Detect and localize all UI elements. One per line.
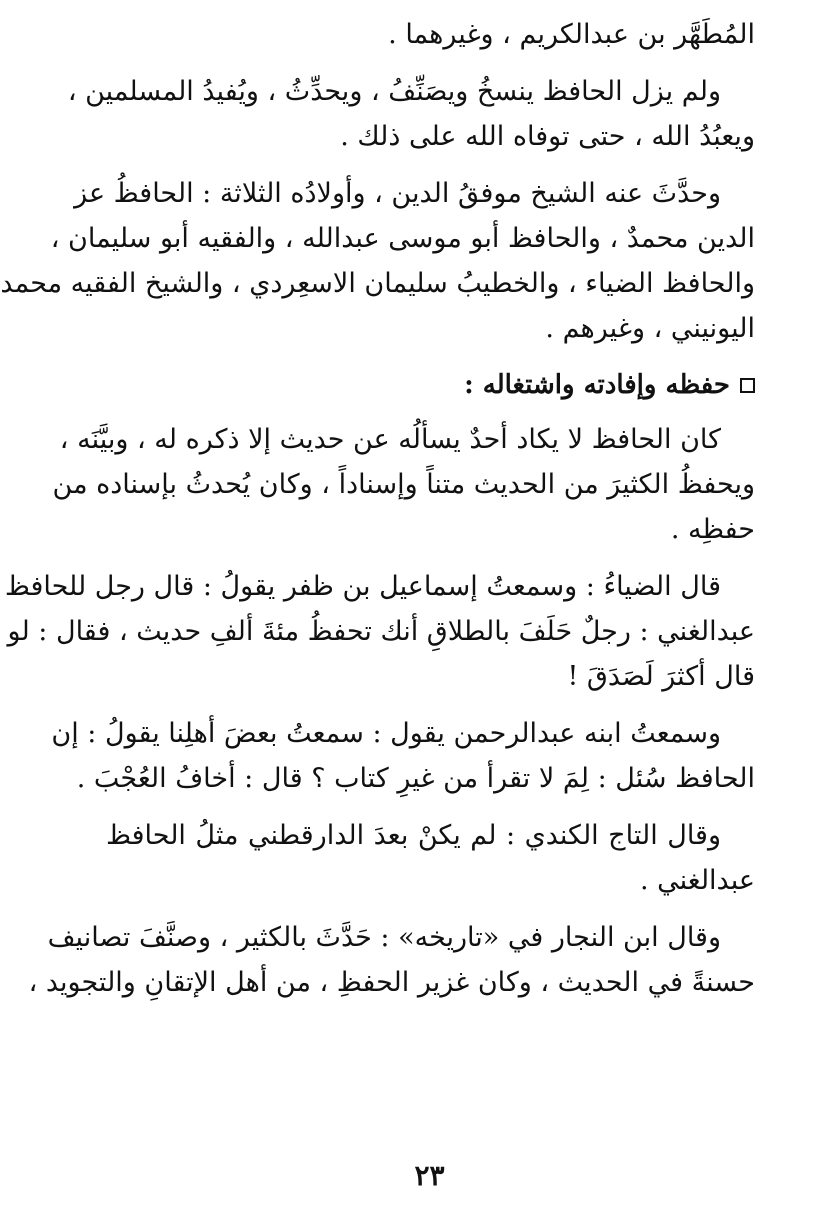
text-line: وسمعتُ ابنه عبدالرحمن يقول : سمعتُ بعضَ أهلِنا يقولُ : إن bbox=[51, 718, 721, 749]
text-line: وقال التاج الكندي : لم يكنْ بعدَ الدارقطني مثلُ الحافظ bbox=[106, 820, 721, 851]
text-line: اليونيني ، وغيرهم . bbox=[545, 313, 755, 344]
text-line: ويعبُدُ الله ، حتى توفاه الله على ذلك . bbox=[340, 121, 755, 152]
paragraph bbox=[106, 12, 755, 57]
square-bullet-icon bbox=[740, 378, 755, 393]
text-line: والحافظ الضياء ، والخطيبُ سليمان الاسعِردي ، والشيخ الفقيه محمد bbox=[0, 268, 755, 299]
text-line: حسنةً في الحديث ، وكان غزير الحفظِ ، من أهل الإتقانِ والتجويد ، bbox=[28, 967, 755, 998]
section-heading-text: حفظه وإفادته واشتغاله : bbox=[464, 370, 730, 400]
text-line: قال الضياءُ : وسمعتُ إسماعيل بن ظفر يقولُ : قال رجل للحافظ bbox=[4, 571, 721, 602]
text-line: وحدَّثَ عنه الشيخ موفقُ الدين ، وأولادُه الثلاثة : الحافظُ عز bbox=[74, 178, 721, 209]
paragraph bbox=[28, 915, 755, 1005]
text-line: الدين محمدٌ ، والحافظ أبو موسى عبدالله ، والفقيه أبو سليمان ، bbox=[50, 223, 755, 254]
page-number: ٢٣ bbox=[414, 1159, 445, 1192]
text-line: عبدالغني : رجلٌ حَلَفَ بالطلاقِ أنك تحفظُ مئةَ ألفِ حديث ، فقال : لو bbox=[7, 616, 755, 647]
paragraph bbox=[106, 813, 755, 903]
text-line: ويحفظُ الكثيرَ من الحديث متناً وإسناداً ، وكان يُحدثُ بإسناده من bbox=[52, 469, 755, 500]
text-line: قال أكثرَ لَصَدَقَ ! bbox=[567, 661, 755, 692]
paragraph bbox=[4, 564, 755, 699]
text-line: المُطَهَّر بن عبدالكريم ، وغيرهما . bbox=[388, 19, 755, 50]
section-heading bbox=[106, 363, 755, 407]
paragraph bbox=[52, 417, 755, 552]
text-line: حفظِه . bbox=[670, 514, 755, 545]
paragraph bbox=[0, 171, 755, 351]
text-line: ولم يزل الحافظ ينسخُ ويصَنِّفُ ، ويحدِّثُ ، ويُفيدُ المسلمين ، bbox=[67, 76, 721, 107]
paragraph bbox=[67, 69, 755, 159]
text-line: عبدالغني . bbox=[639, 865, 755, 896]
paragraph bbox=[51, 711, 755, 801]
text-line: وقال ابن النجار في «تاريخه» : حَدَّثَ بالكثير ، وصنَّفَ تصانيف bbox=[47, 922, 721, 953]
text-line: الحافظ سُئل : لِمَ لا تقرأ من غيرِ كتاب ؟ قال : أخافُ العُجْبَ . bbox=[76, 763, 755, 794]
page-body bbox=[0, 12, 755, 1194]
text-line: كان الحافظ لا يكاد أحدٌ يسألُه عن حديث إلا ذكره له ، وبيَّنَه ، bbox=[59, 424, 721, 455]
